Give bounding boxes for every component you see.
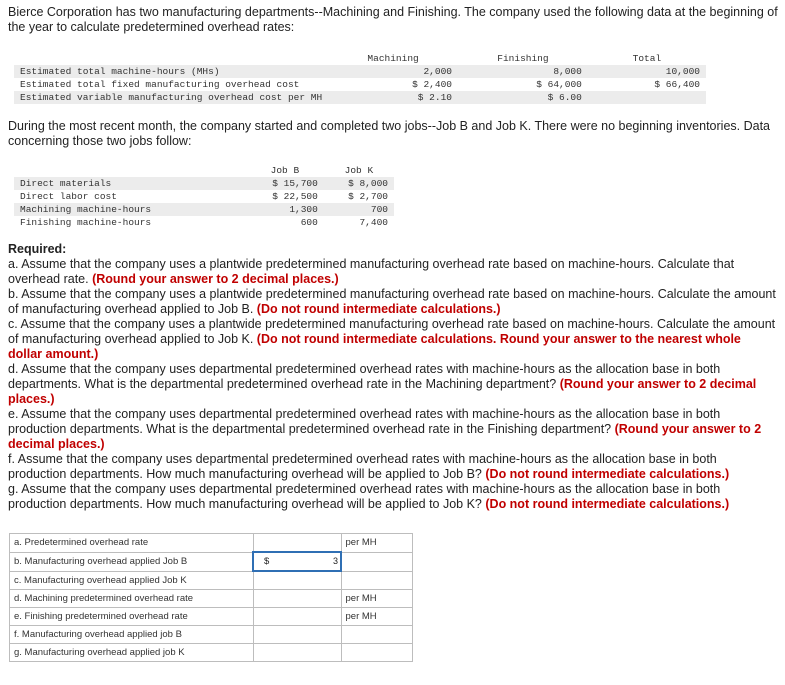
row-label: Direct materials <box>14 177 246 190</box>
answer-input-g[interactable] <box>253 644 341 662</box>
unit-label: per MH <box>341 590 413 608</box>
row-label: Finishing machine-hours <box>20 217 152 228</box>
row-label: Estimated total machine-hours (MHs) <box>14 65 328 78</box>
table-row <box>14 65 706 78</box>
intro-text: Bierce Corporation has two manufacturing departments--Machining and Finishing. The company used the following data at the beginning of the year to calculate predetermined overhead rates: <box>8 5 778 34</box>
answer-input-a[interactable] <box>253 534 341 553</box>
answer-input-c[interactable] <box>253 571 341 590</box>
table-row <box>14 203 394 216</box>
table-row <box>14 216 394 229</box>
requirement-f: f. Assume that the company uses departmental predetermined overhead rates with machine-hours as the allocation base in both production departments. How much manufacturing overhead will be applied to Job B? (Do not round intermediate calculations.) <box>8 452 730 481</box>
answer-row-d <box>10 590 413 608</box>
requirement-a: a. Assume that the company uses a plantwide predetermined manufacturing overhead rate based on machine-hours. Calculate that overhead rate. (Round your answer to 2 decimal places.) <box>8 257 735 286</box>
cell-value: 2,000 <box>328 65 458 78</box>
answer-label: d. Machining predetermined overhead rate <box>10 590 254 608</box>
row-label: Estimated total fixed manufacturing overhead cost <box>20 79 300 90</box>
cell-value: 7,400 <box>359 217 388 228</box>
col-header-total: Total <box>632 53 662 64</box>
row-label: Machining machine-hours <box>14 203 246 216</box>
answer-label: b. Manufacturing overhead applied Job B <box>10 552 254 571</box>
answer-input-b[interactable] <box>253 552 341 571</box>
unit-label <box>341 644 413 662</box>
requirement-b: b. Assume that the company uses a plantwide predetermined manufacturing overhead rate based on machine-hours. Calculate the amount of manufacturing overhead applied to Job B. (Do not round intermediate calculations.) <box>8 287 776 316</box>
answer-label: g. Manufacturing overhead applied job K <box>10 644 254 662</box>
requirement-g: g. Assume that the company uses departmental predetermined overhead rates with machine-hours as the allocation base in both production departments. How much manufacturing overhead will be applied to Job K? (Do not round intermediate calculations.) <box>8 482 730 511</box>
cell-value: $ 15,700 <box>246 177 324 190</box>
answer-label: f. Manufacturing overhead applied job B <box>10 626 254 644</box>
cell-value: $ 66,400 <box>654 79 700 90</box>
cell-value: 10,000 <box>588 65 706 78</box>
requirement-c: c. Assume that the company uses a plantwide predetermined manufacturing overhead rate based on machine-hours. Calculate the amount of manufacturing overhead applied to Job K. (Do not round intermediate calculations. Round your answer to the nearest whole dollar amount.) <box>8 317 776 361</box>
cell-value: $ 22,500 <box>272 191 318 202</box>
answer-row-a <box>10 534 413 553</box>
answer-marker: 3 <box>332 556 338 566</box>
cell-value: $ 2.10 <box>328 91 458 104</box>
requirement-e: e. Assume that the company uses departmental predetermined overhead rates with machine-hours as the allocation base in both production departments. What is the departmental predetermined overhead rate in the Finishing department? (Round your answer to 2 decimal places.) <box>8 407 762 451</box>
requirements-block <box>8 242 778 512</box>
cell-value: 700 <box>324 203 394 216</box>
cell-value: $ 2,400 <box>412 79 452 90</box>
cell-value: 600 <box>300 217 318 228</box>
cell-value: $ 6.00 <box>458 91 588 104</box>
unit-label: per MH <box>341 608 413 626</box>
unit-label: per MH <box>341 534 413 553</box>
cell-value: $ 2,700 <box>348 191 388 202</box>
answer-row-g <box>10 644 413 662</box>
col-header-finishing: Finishing <box>497 53 549 64</box>
col-header-job-b: Job B <box>270 165 300 176</box>
answer-row-b <box>10 552 413 571</box>
answer-input-f[interactable] <box>253 626 341 644</box>
answer-row-e <box>10 608 413 626</box>
answer-input-e[interactable] <box>253 608 341 626</box>
table-row <box>14 177 394 190</box>
answer-row-c <box>10 571 413 590</box>
answer-table <box>9 533 413 662</box>
answer-label: c. Manufacturing overhead applied Job K <box>10 571 254 590</box>
table-row <box>14 78 706 91</box>
cell-value: $ 64,000 <box>536 79 582 90</box>
cell-value: 8,000 <box>458 65 588 78</box>
cell-value <box>588 91 706 104</box>
cell-value: 1,300 <box>246 203 324 216</box>
table-row <box>14 190 394 203</box>
unit-label <box>341 552 413 571</box>
col-header-machining: Machining <box>367 53 419 64</box>
col-header-job-k: Job K <box>344 165 374 176</box>
dollar-sign: $ <box>264 556 270 567</box>
row-label: Estimated variable manufacturing overhead cost per MH <box>14 91 328 104</box>
answer-label: e. Finishing predetermined overhead rate <box>10 608 254 626</box>
row-label: Direct labor cost <box>20 191 117 202</box>
jobs-intro-text: During the most recent month, the company started and completed two jobs--Job B and Job K. There were no beginning inventories. Data concerning those two jobs follow: <box>8 119 770 148</box>
unit-label <box>341 626 413 644</box>
required-heading: Required: <box>8 242 67 256</box>
job-data-table <box>14 164 394 229</box>
unit-label <box>341 571 413 590</box>
requirement-d: d. Assume that the company uses departmental predetermined overhead rates with machine-hours as the allocation base in both departments. What is the departmental predetermined overhead rate in the Machining department? (Round your answer to 2 decimal places.) <box>8 362 757 406</box>
overhead-data-table <box>14 52 706 104</box>
answer-label: a. Predetermined overhead rate <box>10 534 254 553</box>
table-row <box>14 91 706 104</box>
answer-input-d[interactable] <box>253 590 341 608</box>
cell-value: $ 8,000 <box>324 177 394 190</box>
answer-row-f <box>10 626 413 644</box>
